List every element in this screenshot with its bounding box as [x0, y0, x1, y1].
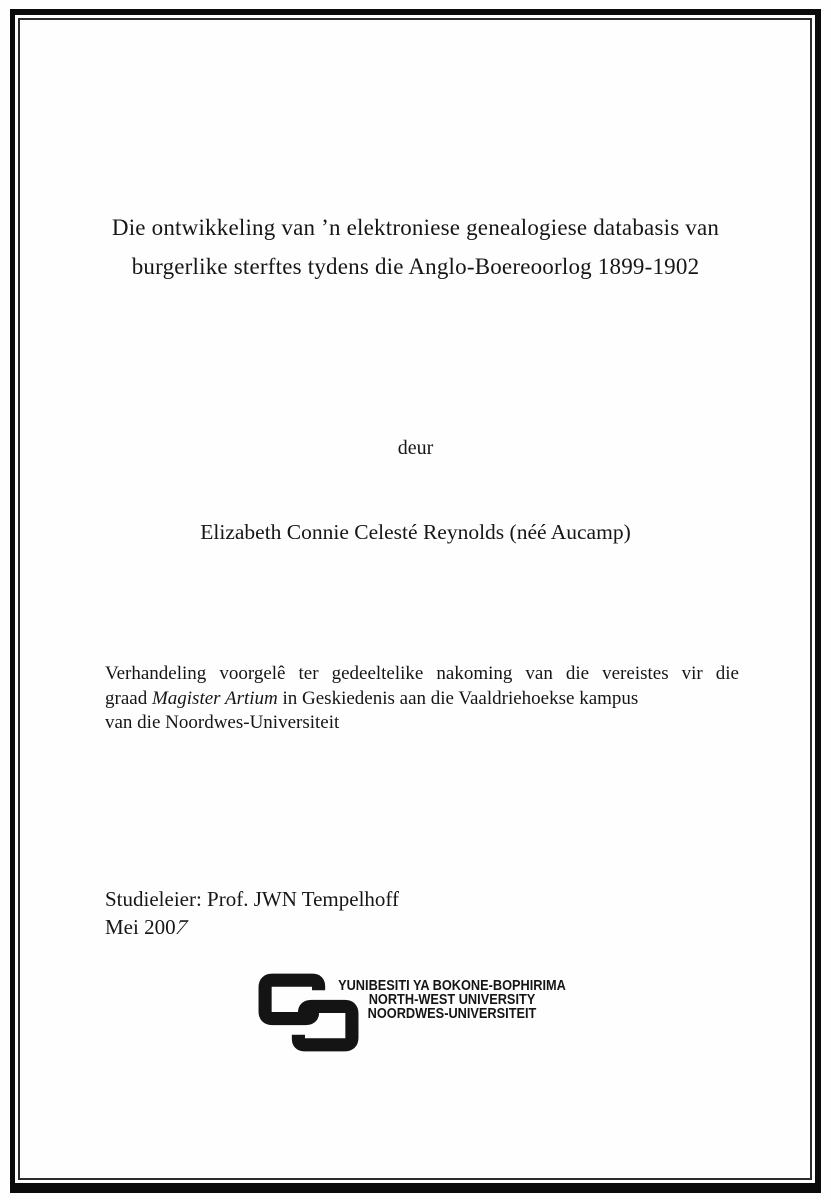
thesis-title-line-1: Die ontwikkeling van ’n elektroniese genealogiese databasis van	[111, 215, 720, 240]
declaration-line-2-suffix: in Geskiedenis aan die Vaaldriehoekse kampus	[277, 687, 639, 709]
degree-name-italic: Magister Artium	[151, 687, 278, 709]
declaration-line-2	[105, 687, 739, 712]
supervisor-block	[105, 886, 399, 941]
declaration-paragraph	[105, 662, 739, 736]
thesis-title	[40, 208, 791, 286]
logo-line-english: NORTH-WEST UNIVERSITY	[368, 992, 536, 1008]
date-line	[105, 914, 399, 942]
supervisor-line: Studieleier: Prof. JWN Tempelhoff	[105, 887, 400, 911]
logo-line-afrikaans: NOORDWES-UNIVERSITEIT	[367, 1006, 537, 1022]
nwu-logo-wordmark	[320, 979, 584, 1021]
thesis-title-line-2: burgerlike sterftes tydens die Anglo-Boereoorlog 1899-1902	[131, 254, 700, 279]
declaration-line-3: van die Noordwes-Universiteit	[105, 712, 340, 733]
logo-line-setswana: YUNIBESITI YA BOKONE-BOPHIRIMA	[338, 978, 566, 994]
date-prefix: Mei 200	[105, 914, 176, 939]
declaration-line-1: Verhandeling voorgelê ter gedeeltelike nakoming van die vereistes vir die	[105, 663, 739, 684]
nwu-logo	[256, 970, 596, 1056]
byline-deur: deur	[397, 437, 434, 459]
author-name: Elizabeth Connie Celesté Reynolds (néé Aucamp)	[200, 520, 631, 544]
declaration-line-2-prefix: graad	[105, 687, 152, 709]
date-last-digit: 7	[171, 914, 191, 939]
